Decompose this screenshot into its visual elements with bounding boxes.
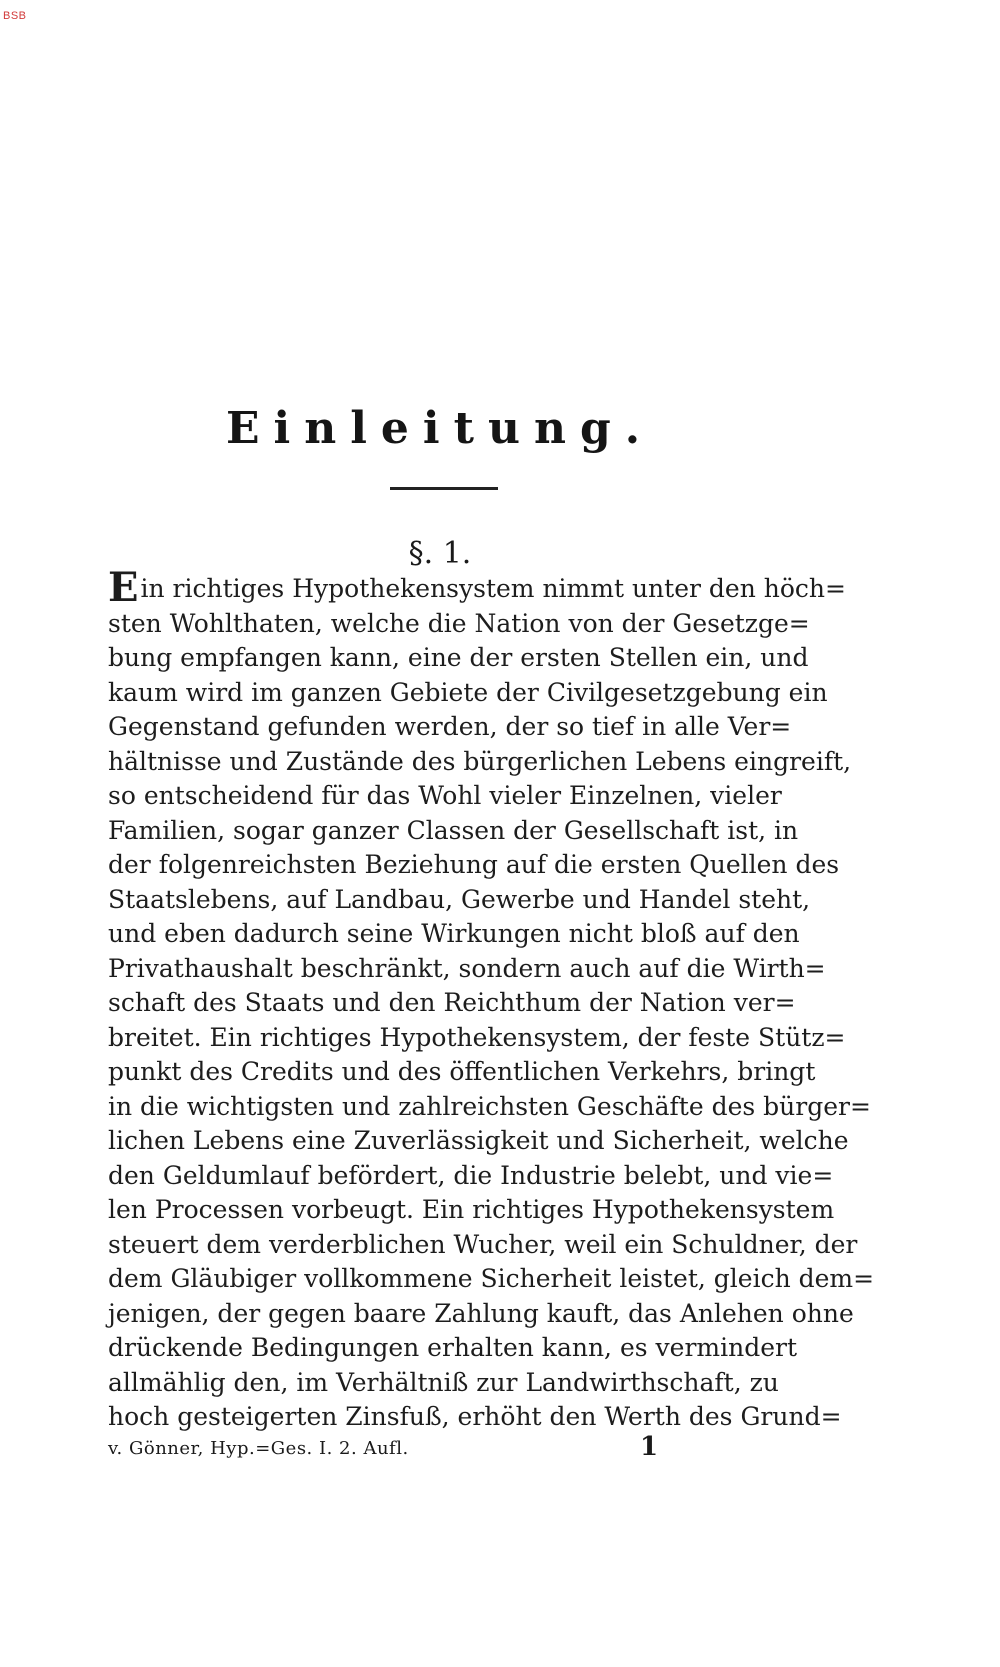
body-line: Staatslebens, auf Landbau, Gewerbe und Handel steht, bbox=[108, 884, 811, 914]
body-line: hoch gesteigerten Zinsfuß, erhöht den Werth des Grund= bbox=[108, 1402, 842, 1431]
body-line: lichen Lebens eine Zuverlässigkeit und Sicherheit, welche bbox=[108, 1126, 849, 1155]
body-line bbox=[108, 564, 846, 611]
body-line: so entscheidend für das Wohl vieler Einzelnen, vieler bbox=[108, 781, 782, 810]
footer-signature: v. Gönner, Hyp.=Ges. I. 2. Aufl. bbox=[108, 1438, 409, 1459]
chapter-title: Einleitung. bbox=[225, 403, 655, 454]
initial-letter: E bbox=[108, 564, 139, 611]
section-heading: §. 1. bbox=[408, 536, 472, 571]
body-line: Privathaushalt beschränkt, sondern auch auf die Wirth= bbox=[108, 953, 826, 983]
body-line: breitet. Ein richtiges Hypothekensystem, der feste Stütz= bbox=[108, 1022, 846, 1052]
body-line: len Processen vorbeugt. Ein richtiges Hypothekensystem bbox=[108, 1195, 835, 1224]
body-line: jenigen, der gegen baare Zahlung kauft, das Anlehen ohne bbox=[108, 1298, 854, 1328]
body-line: Familien, sogar ganzer Classen der Gesellschaft ist, in bbox=[108, 815, 799, 845]
body-line: Gegenstand gefunden werden, der so tief in alle Ver= bbox=[108, 712, 792, 741]
body-line: in die wichtigsten und zahlreichsten Geschäfte des bürger= bbox=[108, 1091, 871, 1121]
page-number: 1 bbox=[640, 1432, 659, 1462]
body-line: schaft des Staats und den Reichthum der Nation ver= bbox=[108, 988, 796, 1017]
body-line: hältnisse und Zustände des bürgerlichen Lebens eingreift, bbox=[108, 746, 852, 776]
title-divider bbox=[390, 487, 498, 490]
body-paragraph bbox=[108, 564, 875, 1435]
body-line: den Geldumlauf befördert, die Industrie belebt, und vie= bbox=[108, 1160, 834, 1190]
body-line: punkt des Credits und des öffentlichen Verkehrs, bringt bbox=[108, 1057, 816, 1086]
body-line: steuert dem verderblichen Wucher, weil ein Schuldner, der bbox=[108, 1229, 858, 1259]
body-line: dem Gläubiger vollkommene Sicherheit leistet, gleich dem= bbox=[108, 1264, 875, 1293]
library-mark: BSB bbox=[3, 10, 27, 22]
body-line: kaum wird im ganzen Gebiete der Civilgesetzgebung ein bbox=[108, 677, 828, 707]
body-line: bung empfangen kann, eine der ersten Stellen ein, und bbox=[108, 643, 809, 672]
first-line-text: in richtiges Hypothekensystem nimmt unter den höch= bbox=[140, 574, 846, 603]
body-line: der folgenreichsten Beziehung auf die ersten Quellen des bbox=[108, 850, 840, 879]
body-line: allmählig den, im Verhältniß zur Landwirthschaft, zu bbox=[108, 1367, 779, 1397]
body-line: und eben dadurch seine Wirkungen nicht bloß auf den bbox=[108, 919, 800, 948]
body-line: sten Wohlthaten, welche die Nation von der Gesetzge= bbox=[108, 608, 810, 638]
body-line: drückende Bedingungen erhalten kann, es vermindert bbox=[108, 1333, 797, 1362]
